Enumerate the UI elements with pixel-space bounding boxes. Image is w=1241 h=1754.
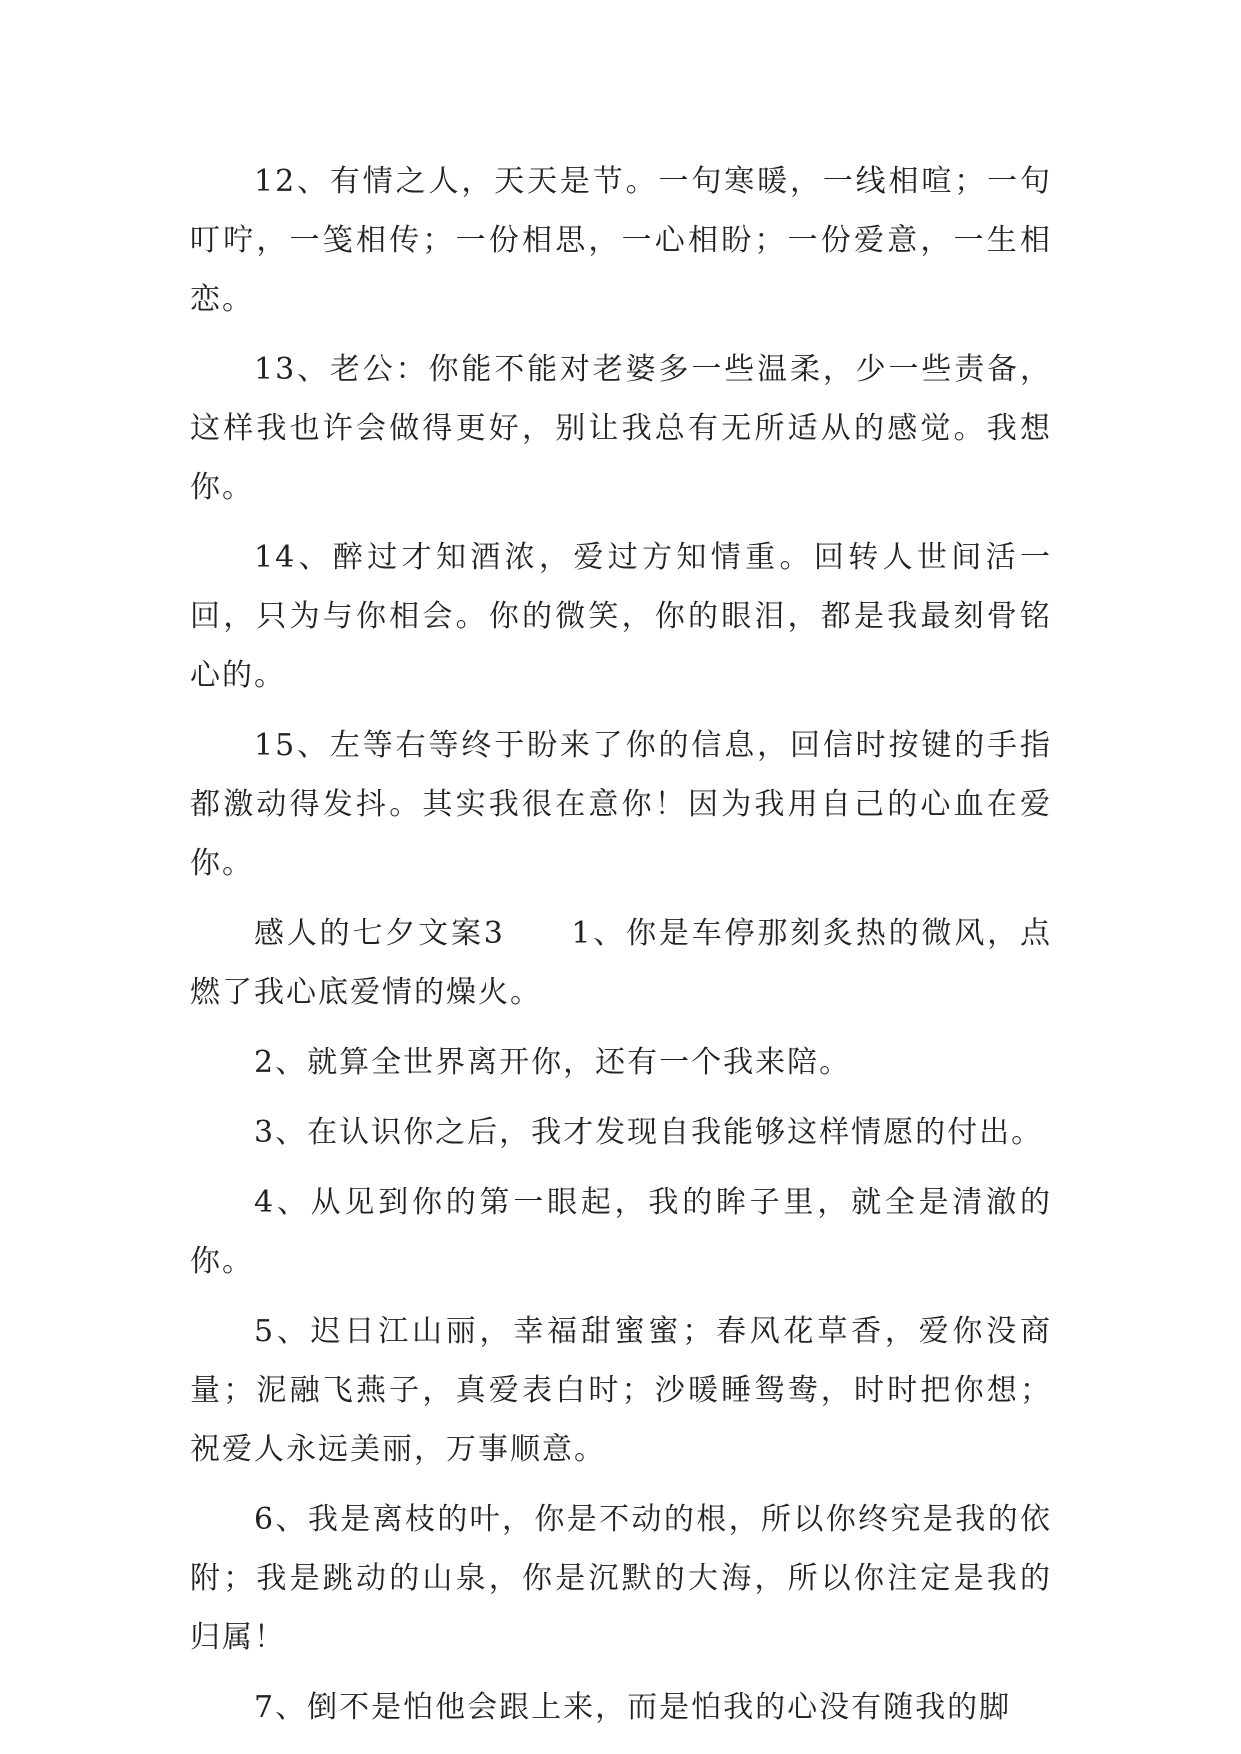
- paragraph-item-7: 7、倒不是怕他会跟上来，而是怕我的心没有随我的脚: [254, 1690, 1012, 1725]
- paragraph-item-13: 13、老公：你能不能对老婆多一些温柔，少一些责备，这样我也许会做得更好，别让我总有无所适从的感觉。我想你。: [190, 352, 1052, 505]
- paragraph-item-14: 14、醉过才知酒浓，爱过方知情重。回转人世间活一回，只为与你相会。你的微笑，你的眼泪，都是我最刻骨铭心的。: [190, 540, 1052, 693]
- paragraph-item-2: 2、就算全世界离开你，还有一个我来陪。: [254, 1045, 852, 1080]
- section-heading-paragraph: 感人的七夕文案3 1、你是车停那刻炙热的微风，点燃了我心底爱情的燥火。: [190, 916, 1052, 1010]
- paragraph-item-3: 3、在认识你之后，我才发现自我能够这样情愿的付出。: [254, 1115, 1044, 1150]
- paragraph-item-6: 6、我是离枝的叶，你是不动的根，所以你终究是我的依附；我是跳动的山泉，你是沉默的大海，所以你注定是我的归属！: [190, 1502, 1052, 1655]
- paragraph-item-5: 5、迟日江山丽，幸福甜蜜蜜；春风花草香，爱你没商量；泥融飞燕子，真爱表白时；沙暖睡鸳鸯，时时把你想；祝爱人永远美丽，万事顺意。: [190, 1314, 1052, 1467]
- paragraph-item-4: 4、从见到你的第一眼起，我的眸子里，就全是清澈的你。: [190, 1185, 1052, 1279]
- paragraph-item-15: 15、左等右等终于盼来了你的信息，回信时按键的手指都激动得发抖。其实我很在意你！因为我用自己的心血在爱你。: [190, 728, 1052, 881]
- document-body: [190, 152, 1052, 1737]
- paragraph-item-12: 12、有情之人，天天是节。一句寒暖，一线相喧；一句叮咛，一笺相传；一份相思，一心相盼；一份爱意，一生相恋。: [190, 164, 1052, 317]
